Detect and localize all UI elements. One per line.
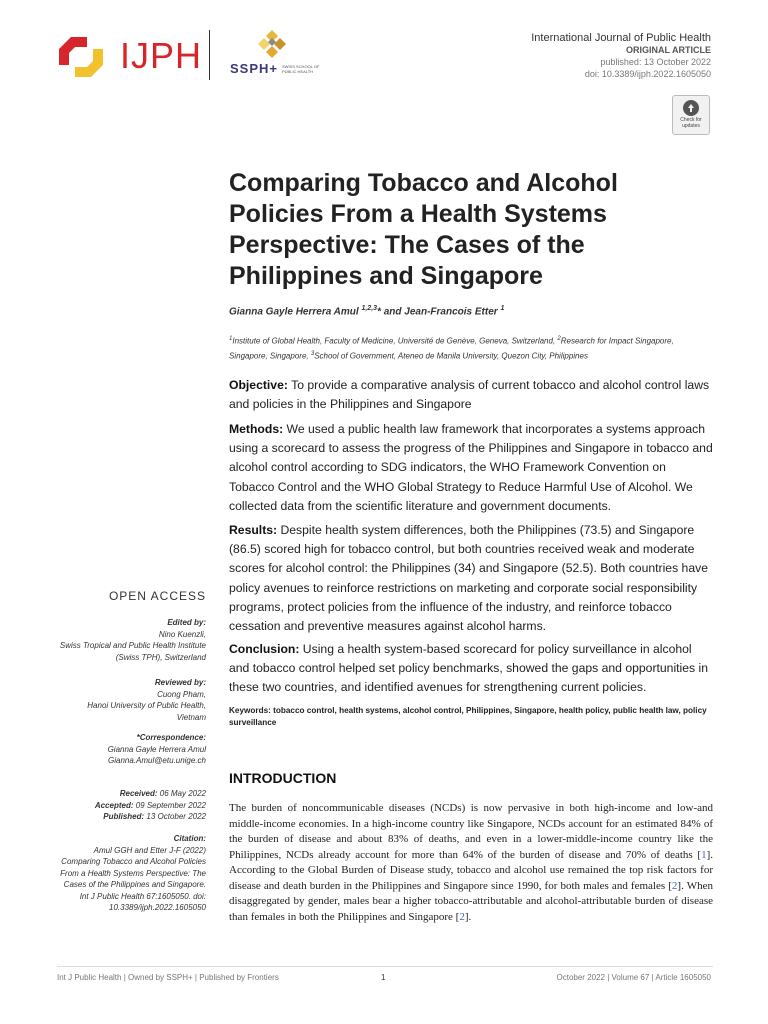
published-date-side: [57, 811, 206, 823]
logo-divider: [209, 30, 210, 80]
reviewer-affiliation: Hanoi University of Public Health, Vietnam: [87, 701, 206, 722]
author-joiner: and: [380, 306, 405, 318]
doi: doi: 10.3389/ijph.2022.1605050: [584, 69, 711, 79]
ijph-logo-icon: [57, 35, 105, 79]
editor-name: Nino Kuenzli,: [158, 629, 206, 639]
affiliations: [229, 333, 713, 362]
citation: [57, 833, 206, 914]
section-heading-introduction: INTRODUCTION: [229, 770, 337, 786]
open-access-label: OPEN ACCESS: [108, 589, 206, 603]
published-label: Published:: [103, 812, 145, 821]
correspondence: [57, 732, 206, 767]
received-date: [57, 788, 206, 800]
objective-label: Objective:: [229, 378, 288, 392]
received-label: Received:: [119, 789, 158, 798]
footer-journal: Int J Public Health | Owned by SSPH+ | Published by Frontiers: [57, 973, 279, 982]
journal-name: International Journal of Public Health: [531, 32, 711, 44]
published-value: 13 October 2022: [144, 812, 206, 821]
editor-affiliation: Swiss Tropical and Public Health Institute (Swiss TPH), Switzerland: [59, 641, 206, 662]
intro-text: ].: [464, 910, 472, 923]
journal-info: [531, 32, 711, 80]
ssph-logo: [220, 28, 340, 86]
ssph-logo-text: SSPH+: [230, 61, 278, 76]
correspondence-name: Gianna Gayle Herrera Amul: [107, 744, 206, 754]
citation-text: Amul GGH and Etter J-F (2022) Comparing Tobacco and Alcohol Policies From a Health Systems Perspective: The Cases of the Philippines and Singapore. Int J Public Health 67:1605050. doi: 10.3389/ijph.2022.1605050: [60, 845, 206, 912]
accepted-date: [57, 800, 206, 812]
author-affiliation-sup: 1,2,3: [361, 305, 378, 312]
accepted-value: 09 September 2022: [133, 800, 206, 810]
correspondence-label: *Correspondence:: [136, 733, 206, 742]
abstract-conclusion: [229, 640, 713, 698]
edited-by: [57, 617, 206, 663]
author-name: Gianna Gayle Herrera Amul: [229, 306, 359, 318]
affiliation-text: Research for Impact Singapore, Singapore, Singapore,: [229, 336, 674, 361]
affiliation-number: 2: [557, 336, 561, 342]
affiliation-number: 1: [229, 336, 233, 342]
reviewer-name: Cuong Pham,: [157, 689, 206, 699]
published-date: published: 13 October 2022: [600, 57, 711, 67]
conclusion-text: Using a health system-based scorecard for policy surveillance in alcohol and tobacco control helped set policy benchmarks, showed the gaps and opportunities in these two countries, and identified avenues for strengthening current policies.: [229, 642, 709, 695]
intro-text: ]. When disaggregated by gender, males bear a higher tobacco-attributable and alcohol-attributable burden of disease than females in both the Philippines and Singapore [: [229, 879, 713, 923]
abstract-methods: [229, 420, 713, 516]
ijph-logo-text: IJPH: [120, 35, 203, 76]
reference-link[interactable]: 2: [671, 879, 678, 892]
keywords: Keywords: tobacco control, health systems, alcohol control, Philippines, Singapore, health policy, public health law, policy surveillance: [229, 706, 707, 727]
ssph-logo-subtext: SWISS SCHOOL OF PUBLIC HEALTH: [282, 64, 320, 74]
results-text: Despite health system differences, both the Philippines (73.5) and Singapore (86.5) scored high for tobacco control, but both countries received weak and moderate scores for alcohol control: the Philippines (34) and Singapore (52.5). Both countries have policy avenues to reinforce restrictions on marketing and corporate social responsibility programs, protect policies from the influence of the industry, and reinforce tobacco cessation and preventive measures against alcohol harms.: [229, 523, 708, 634]
methods-text: We used a public health law framework that incorporates a systems approach using a scorecard to assess the progress of the Philippines and Singapore in tobacco and alcohol control according to SDG indicators, the WHO Framework Convention on Tobacco Control and the WHO Global Strategy to Reduce Harmful Use of Alcohol. We collected data from the scientific literature and government documents.: [229, 422, 713, 513]
page-number: 1: [381, 973, 386, 982]
affiliation-text: Institute of Global Health, Faculty of Medicine, Université de Genève, Geneva, Switzerland,: [232, 336, 558, 346]
citation-label: Citation:: [173, 834, 206, 843]
footer-issue: October 2022 | Volume 67 | Article 1605050: [556, 973, 711, 982]
methods-label: Methods:: [229, 422, 284, 436]
abstract-objective: [229, 376, 713, 414]
reviewed-by: [57, 677, 206, 723]
ssph-mark-icon: [256, 28, 288, 60]
accepted-label: Accepted:: [94, 800, 134, 810]
check-for-updates-badge[interactable]: [672, 95, 710, 135]
footer-rule: [57, 966, 713, 967]
conclusion-label: Conclusion:: [229, 642, 300, 656]
correspondence-email[interactable]: Gianna.Amul@etu.unige.ch: [108, 756, 206, 765]
author-name: Jean-Francois Etter: [404, 306, 498, 318]
results-label: Results:: [229, 523, 278, 537]
reference-link[interactable]: 1: [701, 848, 707, 861]
check-updates-icon: [682, 99, 700, 117]
article-dates: [57, 788, 206, 823]
reference-link[interactable]: 2: [459, 910, 465, 923]
affiliation-text: School of Government, Ateneo de Manila University, Quezon City, Philippines: [314, 351, 588, 361]
intro-text: ]. According to the Global Burden of Disease study, tobacco and alcohol use remained the top risk factors for disease and death burden in the Philippines and Singapore since 1990, for both males and females [: [229, 848, 713, 892]
affiliation-number: 3: [310, 350, 315, 357]
check-updates-label: Check for updates: [680, 117, 702, 129]
edited-label: Edited by:: [167, 618, 206, 627]
intro-text: The burden of noncommunicable diseases (NCDs) is now pervasive in both high-income and low-and middle-income economies. In a high-income country like Singapore, NCDs account for an estimated 84% of the burden of disease and about 83% of deaths, and even in a lower-middle-income country like the Philippines, NCDs already account for more than 64% of the burden of disease and 70% of deaths [: [229, 802, 713, 861]
corresponding-mark: *: [377, 306, 381, 318]
author-list: [229, 305, 709, 317]
reviewed-label: Reviewed by:: [154, 678, 206, 687]
article-title: Comparing Tobacco and Alcohol Policies From a Health Systems Perspective: The Cases of the Philippines and Singapore: [229, 169, 618, 290]
intro-paragraph: [229, 801, 713, 925]
received-value: 06 May 2022: [157, 789, 206, 798]
article-type: ORIGINAL ARTICLE: [626, 45, 711, 55]
author-affiliation-sup: 1: [500, 305, 505, 312]
abstract-results: [229, 521, 713, 636]
objective-text: To provide a comparative analysis of current tobacco and alcohol control laws and policies in the Philippines and Singapore: [229, 378, 710, 412]
